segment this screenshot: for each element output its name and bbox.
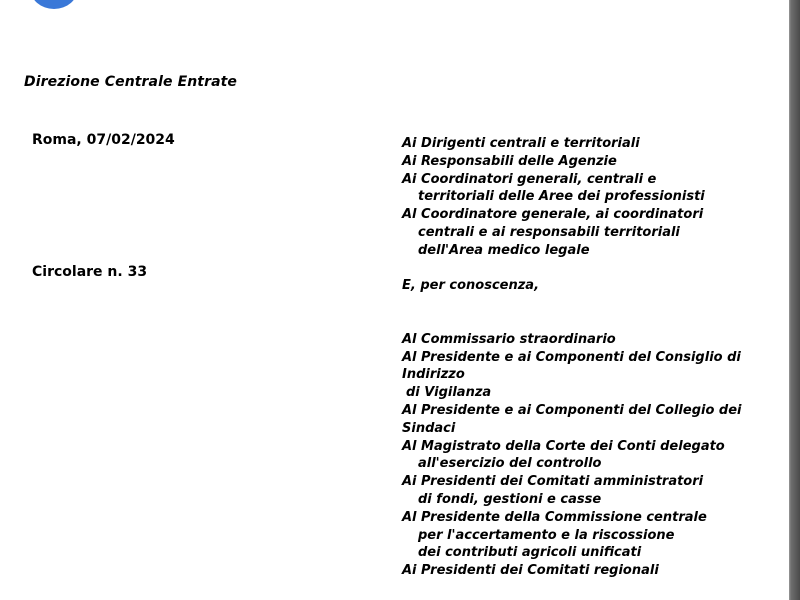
cc-label: E, per conoscenza, xyxy=(402,278,540,294)
spacer xyxy=(402,260,788,278)
recipient-line: Al Presidente e ai Componenti del Consiglio di xyxy=(402,349,741,365)
logo-icon xyxy=(30,0,78,9)
recipient-line: Ai Dirigenti centrali e territoriali xyxy=(402,136,640,151)
recipient-line: Al Presidente e ai Componenti del Collegio dei xyxy=(402,402,742,418)
recipient-line: Sindaci xyxy=(402,420,456,436)
place-date: Roma, 07/02/2024 xyxy=(32,132,175,148)
recipient-line: di Vigilanza xyxy=(406,385,492,401)
spacer xyxy=(402,295,788,313)
recipient-line: all'esercizio del controllo xyxy=(418,456,602,472)
recipient-line: centrali e ai responsabili territoriali xyxy=(418,224,680,240)
recipients-list xyxy=(402,135,788,580)
recipient-line: Ai Coordinatori generali, centrali e xyxy=(402,171,657,187)
recipient-line: Al Presidente della Commissione centrale xyxy=(402,509,707,525)
department-heading: Direzione Centrale Entrate xyxy=(24,74,238,90)
recipient-line: Al Commissario straordinario xyxy=(402,331,616,347)
spacer xyxy=(402,313,788,331)
recipient-line: Ai Presidenti dei Comitati regionali xyxy=(402,563,659,579)
circolare-number: Circolare n. 33 xyxy=(32,264,148,280)
recipient-line: Indirizzo xyxy=(402,367,465,383)
recipient-line: territoriali delle Aree dei professionisti xyxy=(418,189,705,205)
recipient-line: Ai Presidenti dei Comitati amministratori xyxy=(402,474,704,490)
recipient-line: Al Coordinatore generale, ai coordinatori xyxy=(402,207,704,223)
recipient-line: di fondi, gestioni e casse xyxy=(418,491,602,507)
recipient-line: Al Magistrato della Corte dei Conti delegato xyxy=(402,438,725,454)
recipient-line: dei contributi agricoli unificati xyxy=(418,545,642,561)
recipient-line: dell'Area medico legale xyxy=(418,242,590,258)
recipient-line: per l'accertamento e la riscossione xyxy=(418,527,675,543)
window-edge xyxy=(789,0,800,600)
recipient-line: Ai Responsabili delle Agenzie xyxy=(402,153,617,169)
